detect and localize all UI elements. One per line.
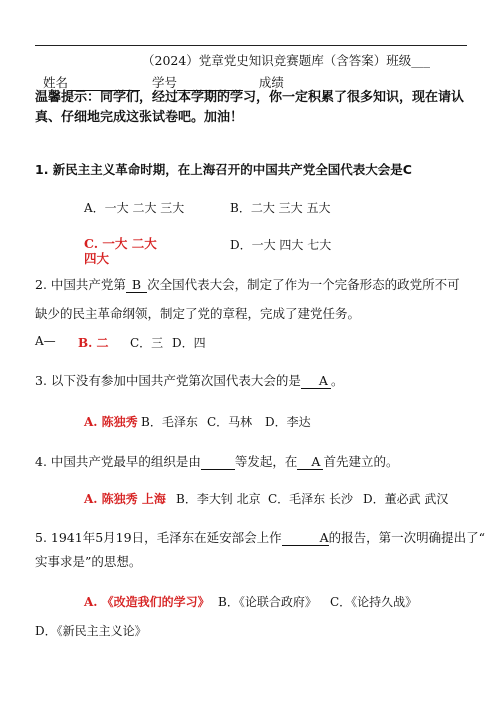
page-title: （2024）党章党史知识竞赛题库（含答案）班级___ (142, 53, 431, 68)
question-3-stem (35, 371, 343, 389)
q4-option-c: C．毛泽东 长沙 (268, 492, 353, 506)
q2-stem-part1: 2. 中国共产党第 (35, 277, 126, 292)
q1-option-a: A．一大 二大 三大 (84, 201, 185, 215)
q2-option-b-answer: B. 二 (78, 336, 109, 350)
q5-option-d: D．《新民主主义论》 (35, 624, 147, 638)
q4-blank-1 (201, 454, 235, 470)
q5-option-b: B．《论联合政府》 (218, 595, 317, 609)
q1-option-d: D．一大 四大 七大 (230, 238, 332, 252)
q3-answer-blank: A (301, 373, 331, 389)
q2-option-d: D．四 (172, 336, 206, 350)
q3-option-d: D．李达 (265, 415, 311, 429)
q4-stem-part2: 等发起，在 (234, 454, 298, 469)
q4-answer-blank: A (297, 454, 323, 470)
q4-option-d: D．董必武 武汉 (363, 492, 449, 506)
q3-stem-part2: 。 (330, 373, 344, 388)
q3-option-c: C．马林 (207, 415, 253, 429)
q3-option-b: B．毛泽东 (141, 415, 198, 429)
question-5-stem (35, 528, 485, 546)
question-4-stem (35, 452, 398, 470)
q5-option-c: C．《论持久战》 (330, 595, 418, 609)
q5-option-a-answer: A. 《改造我们的学习》 (84, 595, 210, 609)
warm-tip: 温馨提示：同学们，经过本学期的学习，你一定积累了很多知识，现在请认真、仔细地完成这张试卷吧。加油！ (35, 90, 465, 125)
q2-stem-part2: 次全国代表大会，制定了作为一个完备形态的政党所不可 (147, 277, 460, 292)
q2-stem-line2: 缺少的民主革命纲领，制定了党的章程，完成了建党任务。 (35, 306, 361, 321)
q1-option-b: B．二大 三大 五大 (230, 201, 331, 215)
q4-stem-part3: 首先建立的。 (323, 454, 399, 469)
q3-stem-part1: 3. 以下没有参加中国共产党第次国代表大会的是 (35, 373, 301, 388)
q5-answer-blank: A (282, 530, 329, 546)
header-rule (35, 45, 467, 46)
question-2-stem (35, 275, 460, 293)
q1-option-c-answer: C. 一大 二大 四大 (84, 236, 157, 266)
id-label: 学号 (151, 75, 177, 90)
name-label: 姓名 (43, 75, 69, 90)
q5-stem-part1: 5. 1941年5月19日，毛泽东在延安部会上作 (35, 530, 282, 545)
question-1-stem: 1. 新民主主义革命时期，在上海召开的中国共产党全国代表大会是C (35, 162, 412, 177)
q5-stem-line2: 实事求是”的思想。 (35, 554, 142, 569)
q4-option-a-answer: A. 陈独秀 上海 (84, 492, 166, 506)
q3-option-a-answer: A. 陈独秀 (84, 415, 138, 429)
q4-option-b: B．李大钊 北京 (176, 492, 261, 506)
q5-stem-part2: 的报告，第一次明确提出了“ (328, 530, 486, 545)
score-label: 成绩 (258, 75, 284, 90)
q2-option-c: C．三 (130, 336, 164, 350)
q4-stem-part1: 4. 中国共产党最早的组织是由 (35, 454, 201, 469)
q2-answer-blank: B (126, 277, 147, 293)
q2-option-a: A— (35, 334, 56, 348)
